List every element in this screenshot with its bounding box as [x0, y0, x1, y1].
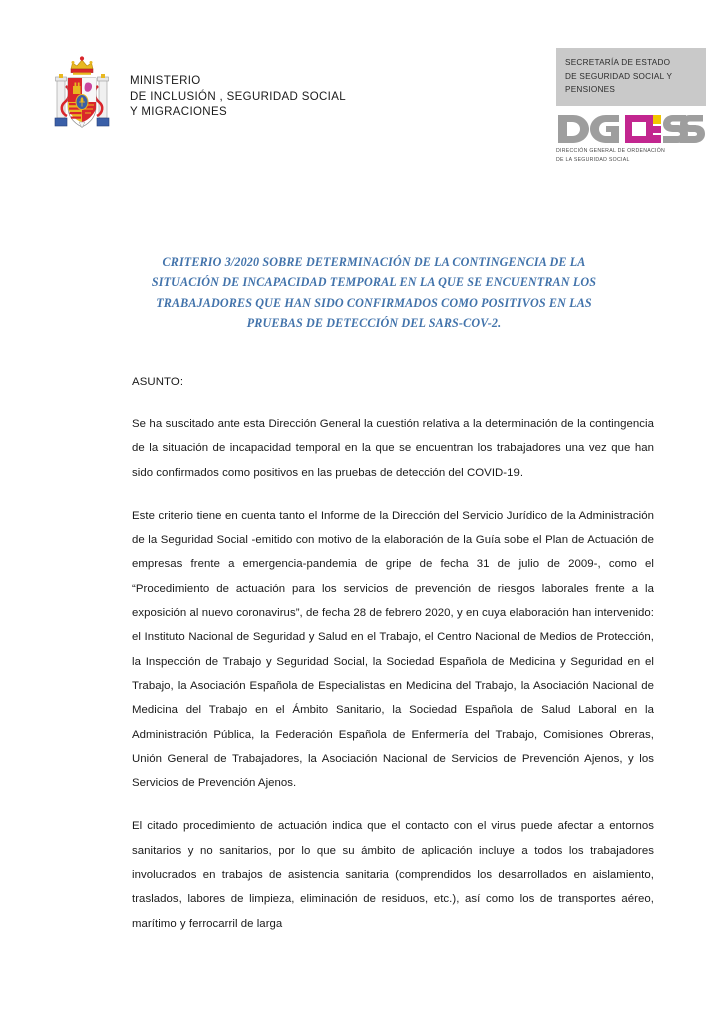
- spanish-coat-of-arms-icon: [46, 52, 118, 140]
- secretaria-de-estado-block: [556, 48, 706, 106]
- ministry-name: [130, 74, 346, 121]
- ministry-line-2: DE INCLUSIÓN , SEGURIDAD SOCIAL: [130, 90, 346, 103]
- ministry-line-3: Y MIGRACIONES: [130, 106, 227, 118]
- secretaria-line-1: SECRETARÍA DE ESTADO: [565, 58, 671, 67]
- body-paragraph: El citado procedimiento de actuación indica que el contacto con el virus puede afectar a entornos sanitarios y no sanitarios, por lo que su ámbito de aplicación incluye a todos los trabajadores involucrados en trabajos de asistencia sanitaria (comprendidos los desarrollados en aislamiento, traslados, labores de limpieza, eliminación de residuos, etc.), así como los de transportes aéreo, marítimo y ferrocarril de larga: [132, 820, 654, 930]
- secretaria-line-2: DE SEGURIDAD SOCIAL Y: [565, 71, 673, 81]
- body-paragraph: Se ha suscitado ante esta Dirección General la cuestión relativa a la determinación de la contingencia de la situación de incapacidad temporal en la que se encuentran los trabajadores una vez que han sido confirmados como positivos en las pruebas de detección del COVID-19.: [132, 418, 654, 479]
- document-title: CRITERIO 3/2020 SOBRE DETERMINACIÓN DE LA CONTINGENCIA DE LA SITUACIÓN DE INCAPACIDAD TEMPORAL EN LA QUE SE ENCUENTRAN LOS TRABAJADORES QUE HAN SIDO CONFIRMADOS COMO POSITIVOS EN LAS PRUEBAS DE DETECCIÓN DEL SARS-COV-2.: [151, 255, 597, 331]
- dgoss-caption-line-2: DE LA SEGURIDAD SOCIAL: [556, 157, 630, 164]
- document-header: [0, 0, 724, 180]
- dgoss-caption-line-1: DIRECCIÓN GENERAL DE ORDENACIÓN: [556, 148, 666, 154]
- asunto-label: ASUNTO:: [132, 376, 184, 388]
- body-paragraph: Este criterio tiene en cuenta tanto el Informe de la Dirección del Servicio Jurídico de la Administración de la Seguridad Social -emitido con motivo de la elaboración de la Guía sobe el Plan de Actuación de empresas frente a emergencia-pandemia de gripe de fecha 31 de julio de 2009-, como el “Procedimiento de actuación para los servicios de prevención de riesgos laborales frente a la exposición al nuevo coronavirus”, de fecha 28 de febrero 2020, y en cuya elaboración han intervenido: el Instituto Nacional de Seguridad y Salud en el Trabajo, el Centro Nacional de Medios de Protección, la Inspección de Trabajo y Seguridad Social, la Sociedad Española de Medicina y Seguridad en el Trabajo, la Asociación Española de Especialistas en Medicina del Trabajo, la Asociación Nacional de Medicina del Trabajo en el Ámbito Sanitario, la Sociedad Española de Salud Laboral en la Administración Pública, la Federación Española de Enfermería del Trabajo, Comisiones Obreras, Unión General de Trabajadores, la Asociación Nacional de Servicios de Prevención Ajenos, y los Servicios de Prevención Ajenos.: [132, 509, 654, 790]
- secretaria-line-3: PENSIONES: [565, 85, 616, 94]
- ministry-branding: [46, 52, 346, 140]
- document-body: [132, 374, 654, 936]
- ministry-line-1: MINISTERIO: [130, 75, 201, 87]
- dgoss-logo-icon: [556, 112, 706, 146]
- dgoss-branding: [556, 112, 708, 164]
